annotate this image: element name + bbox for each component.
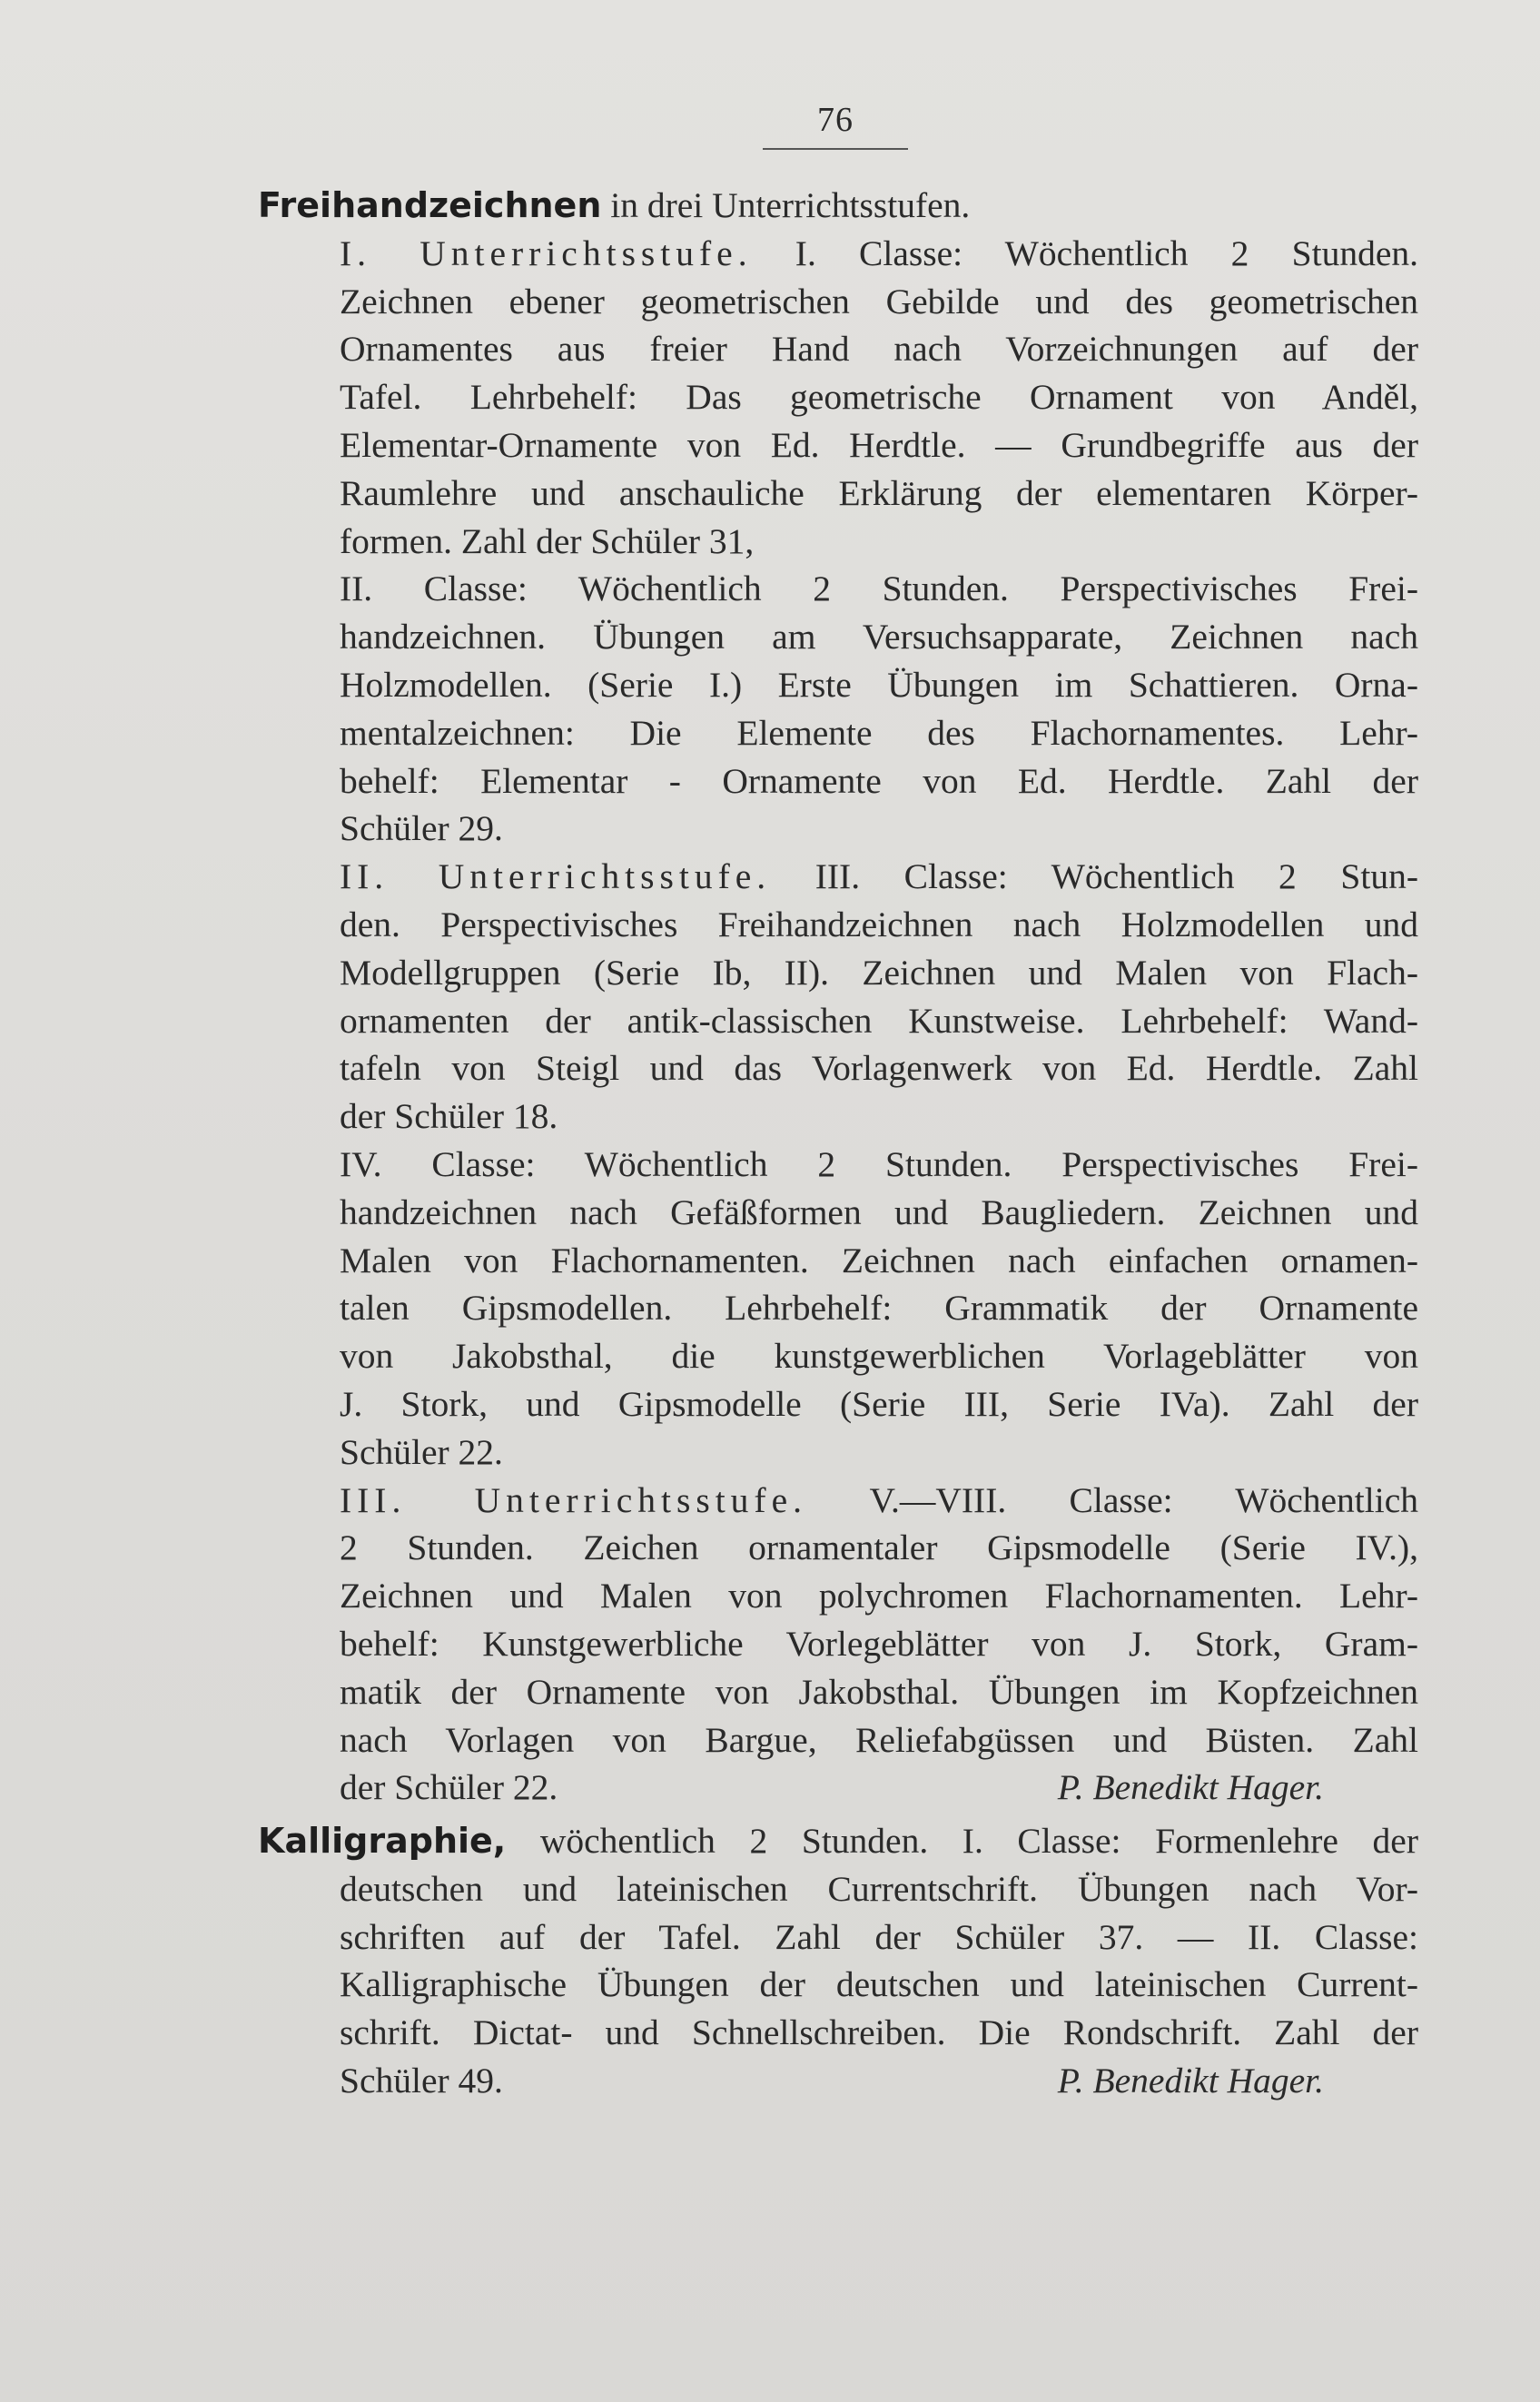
page-number-rule (763, 148, 908, 150)
classe-2-paragraph (258, 565, 1418, 853)
stufe-2-line-5: der Schüler 18. (340, 1096, 558, 1137)
classe-4-line-1: handzeichnen nach Gefäßformen und Baugliedern. Zeichnen und (340, 1191, 1418, 1232)
stufe-2-line-2: Modellgruppen (Serie Ib, II). Zeichnen und Malen von Flach- (340, 952, 1418, 993)
stufe-2-label: II. Unterrichtsstufe. (340, 856, 772, 897)
kalligraphie-signature-line (258, 2057, 1418, 2105)
stufe-1-label: I. Unterrichtsstufe. (340, 232, 753, 273)
stufe-2-paragraph (258, 853, 1418, 1141)
stufe-3-signature-line (258, 1764, 1418, 1812)
classe-4-line-5: J. Stork, und Gipsmodelle (Serie III, Serie IVa). Zahl der (340, 1383, 1418, 1424)
classe-2-line-4: behelf: Elementar - Ornamente von Ed. Herdtle. Zahl der (340, 760, 1418, 801)
kalligraphie-line-1: deutschen und lateinischen Currentschrift. Übungen nach Vor- (340, 1868, 1418, 1909)
classe-4-line-2: Malen von Flachornamenten. Zeichnen nach einfachen ornamen- (340, 1240, 1418, 1280)
stufe-3-line-1: 2 Stunden. Zeichen ornamentaler Gipsmodelle (Serie IV.), (340, 1527, 1418, 1568)
stufe-1-line-4: Elementar-Ornamente von Ed. Herdtle. — Grundbegriffe aus der (340, 424, 1418, 465)
stufe-1-line-3: Tafel. Lehrbehelf: Das geometrische Ornament von Anděl, (340, 377, 1418, 418)
stufe-1-line-2: Ornamentes aus freier Hand nach Vorzeichnungen auf der (340, 329, 1418, 370)
stufe-3-line-2: Zeichnen und Malen von polychromen Flachornamenten. Lehr- (340, 1576, 1418, 1616)
kalligraphie-line-2: schriften auf der Tafel. Zahl der Schüler 37. — II. Classe: (340, 1916, 1418, 1957)
classe-4-line-6: Schüler 22. (340, 1431, 503, 1472)
stufe-2-line-4: tafeln von Steigl und das Vorlagenwerk von Ed. Herdtle. Zahl (340, 1048, 1418, 1089)
stufe-3-label: III. Unterrichtsstufe. (340, 1479, 807, 1520)
classe-2-line-3: mentalzeichnen: Die Elemente des Flachornamentes. Lehr- (340, 712, 1418, 753)
page-content (258, 182, 1418, 2105)
kalligraphie-last-line: Schüler 49. (340, 2061, 503, 2101)
classe-2-line-5: Schüler 29. (340, 808, 503, 849)
stufe-2-line-0-text: III. Classe: Wöchentlich 2 Stun- (771, 856, 1418, 897)
classe-2-line-0: II. Classe: Wöchentlich 2 Stunden. Perspectivisches Frei- (340, 568, 1418, 609)
stufe-2-line-3: ornamenten der antik-classischen Kunstweise. Lehrbehelf: Wand- (340, 1000, 1418, 1041)
stufe-1-line-0-text: I. Classe: Wöchentlich 2 Stunden. (752, 232, 1418, 273)
classe-4-paragraph (258, 1141, 1418, 1477)
stufe-3-line-5: nach Vorlagen von Bargue, Reliefabgüssen und Büsten. Zahl (340, 1719, 1418, 1760)
stufe-1-paragraph (258, 230, 1418, 566)
kalligraphie-line-3: Kalligraphische Übungen der deutschen und lateinischen Current- (340, 1964, 1418, 2005)
classe-4-line-4: von Jakobsthal, die kunstgewerblichen Vorlageblätter von (340, 1336, 1418, 1377)
kalligraphie-line-0 (258, 1817, 1418, 1865)
stufe-1-line-0 (258, 230, 1418, 278)
stufe-2-line-0 (258, 853, 1418, 901)
stufe-1-line-1: Zeichnen ebener geometrischen Gebilde und des geometrischen (340, 281, 1418, 321)
stufe-3-line-3: behelf: Kunstgewerbliche Vorlegeblätter von J. Stork, Gram- (340, 1623, 1418, 1664)
kalligraphie-term: Kalligraphie, (258, 1821, 507, 1862)
stufe-3-last-line: der Schüler 22. (340, 1767, 558, 1808)
freihand-heading (258, 182, 1418, 230)
kalligraphie-paragraph (258, 1817, 1418, 2105)
kalligraphie-line-0-text: wöchentlich 2 Stunden. I. Classe: Formenlehre der (506, 1821, 1418, 1862)
stufe-2-line-1: den. Perspectivisches Freihandzeichnen nach Holzmodellen und (340, 904, 1418, 944)
stufe-3-line-4: matik der Ornamente von Jakobsthal. Übungen im Kopfzeichnen (340, 1671, 1418, 1712)
stufe-3-line-0 (258, 1477, 1418, 1525)
classe-2-line-2: Holzmodellen. (Serie I.) Erste Übungen im Schattieren. Orna- (340, 664, 1418, 705)
freihand-signature: P. Benedikt Hager. (1057, 1767, 1324, 1808)
freihand-term: Freihandzeichnen (258, 185, 602, 225)
stufe-1-line-6: formen. Zahl der Schüler 31, (340, 520, 755, 561)
kalligraphie-signature: P. Benedikt Hager. (1057, 2061, 1324, 2101)
stufe-1-line-5: Raumlehre und anschauliche Erklärung der elementaren Körper- (340, 472, 1418, 513)
classe-4-line-3: talen Gipsmodellen. Lehrbehelf: Grammatik der Ornamente (340, 1288, 1418, 1329)
stufe-3-paragraph (258, 1477, 1418, 1813)
freihand-heading-rest: in drei Unterrichtsstufen. (601, 185, 971, 225)
classe-2-line-1: handzeichnen. Übungen am Versuchsapparate, Zeichnen nach (340, 617, 1418, 657)
classe-4-line-0: IV. Classe: Wöchentlich 2 Stunden. Perspectivisches Frei- (340, 1143, 1418, 1184)
page-number: 76 (817, 101, 854, 139)
kalligraphie-line-4: schrift. Dictat- und Schnellschreiben. Die Rondschrift. Zahl der (340, 2012, 1418, 2053)
stufe-3-line-0-text: V.—VIII. Classe: Wöchentlich (806, 1479, 1418, 1520)
